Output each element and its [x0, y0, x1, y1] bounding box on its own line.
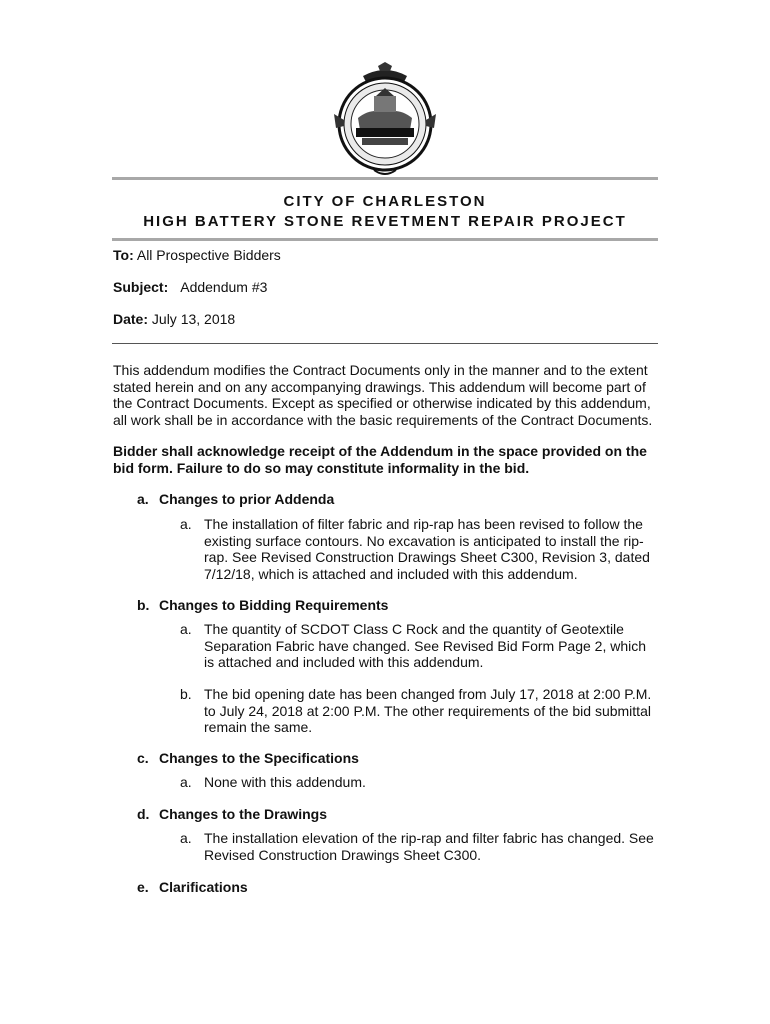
section-item: [180, 686, 658, 736]
section-changes-specifications: [137, 750, 359, 766]
section-clarifications: [137, 879, 248, 895]
item-marker: b.: [180, 686, 192, 702]
section-title: Changes to Bidding Requirements: [159, 597, 389, 613]
section-item: [180, 774, 658, 791]
item-text: The bid opening date has been changed from July 17, 2018 at 2:00 P.M. to July 24, 2018 at 2:00 P.M. The other requirements of the bid submittal remain the same.: [204, 686, 652, 735]
section-marker: e.: [137, 879, 149, 895]
item-marker: a.: [180, 830, 192, 846]
section-title: Clarifications: [159, 879, 248, 895]
item-text: None with this addendum.: [204, 774, 366, 790]
section-item: [180, 516, 658, 582]
subject-value: Addendum #3: [180, 279, 268, 295]
header-bottom-rule: [112, 238, 658, 241]
section-item: [180, 621, 658, 671]
header-line-city: CITY OF CHARLESTON: [283, 193, 487, 210]
section-marker: a.: [137, 491, 149, 507]
section-marker: c.: [137, 750, 149, 766]
section-changes-prior-addenda: [137, 491, 334, 507]
item-text: The installation elevation of the rip-rap and filter fabric has changed. See Revised Construction Drawings Sheet C300.: [204, 830, 654, 863]
to-value: All Prospective Bidders: [136, 247, 281, 263]
section-marker: b.: [137, 597, 150, 613]
section-item: [180, 830, 658, 863]
date-label: Date:: [113, 311, 149, 327]
section-title: Changes to prior Addenda: [159, 491, 335, 507]
item-marker: a.: [180, 774, 192, 790]
item-marker: a.: [180, 621, 192, 637]
header-top-rule: [112, 177, 658, 180]
to-label: To:: [113, 247, 134, 263]
intro-paragraph: This addendum modifies the Contract Documents only in the manner and to the extent stated herein and on any accompanying drawings. This addendum will become part of the Contract Documents. Except as specified or otherwise indicated by this addendum, all work shall be in accordance with the basic requirements of the Contract Documents.: [113, 362, 653, 428]
date-line: [113, 311, 235, 327]
subject-line: [113, 279, 267, 295]
header-line-project: HIGH BATTERY STONE REVETMENT REPAIR PROJECT: [143, 213, 627, 230]
item-text: The installation of filter fabric and rip-rap has been revised to follow the existing surface contours. No excavation is anticipated to install the rip-rap. See Revised Construction Drawings Sheet C300, Revision 3, dated 7/12/18, which is attached and included with this addendum.: [204, 516, 650, 582]
section-marker: d.: [137, 806, 150, 822]
date-value: July 13, 2018: [151, 311, 236, 327]
section-changes-bidding-requirements: [137, 597, 388, 613]
acknowledgement-notice: Bidder shall acknowledge receipt of the Addendum in the space provided on the bid form. Failure to do so may constitute informality in the bid.: [113, 443, 647, 476]
section-title: Changes to the Specifications: [159, 750, 359, 766]
section-changes-drawings: [137, 806, 327, 822]
item-marker: a.: [180, 516, 192, 532]
memo-divider: [112, 343, 658, 344]
city-seal-image: [330, 62, 440, 180]
section-title: Changes to the Drawings: [159, 806, 328, 822]
item-text: The quantity of SCDOT Class C Rock and the quantity of Geotextile Separation Fabric have changed. See Revised Bid Form Page 2, which is attached and included with this addendum.: [204, 621, 647, 670]
subject-label: Subject:: [113, 279, 169, 295]
to-line: [113, 247, 281, 263]
